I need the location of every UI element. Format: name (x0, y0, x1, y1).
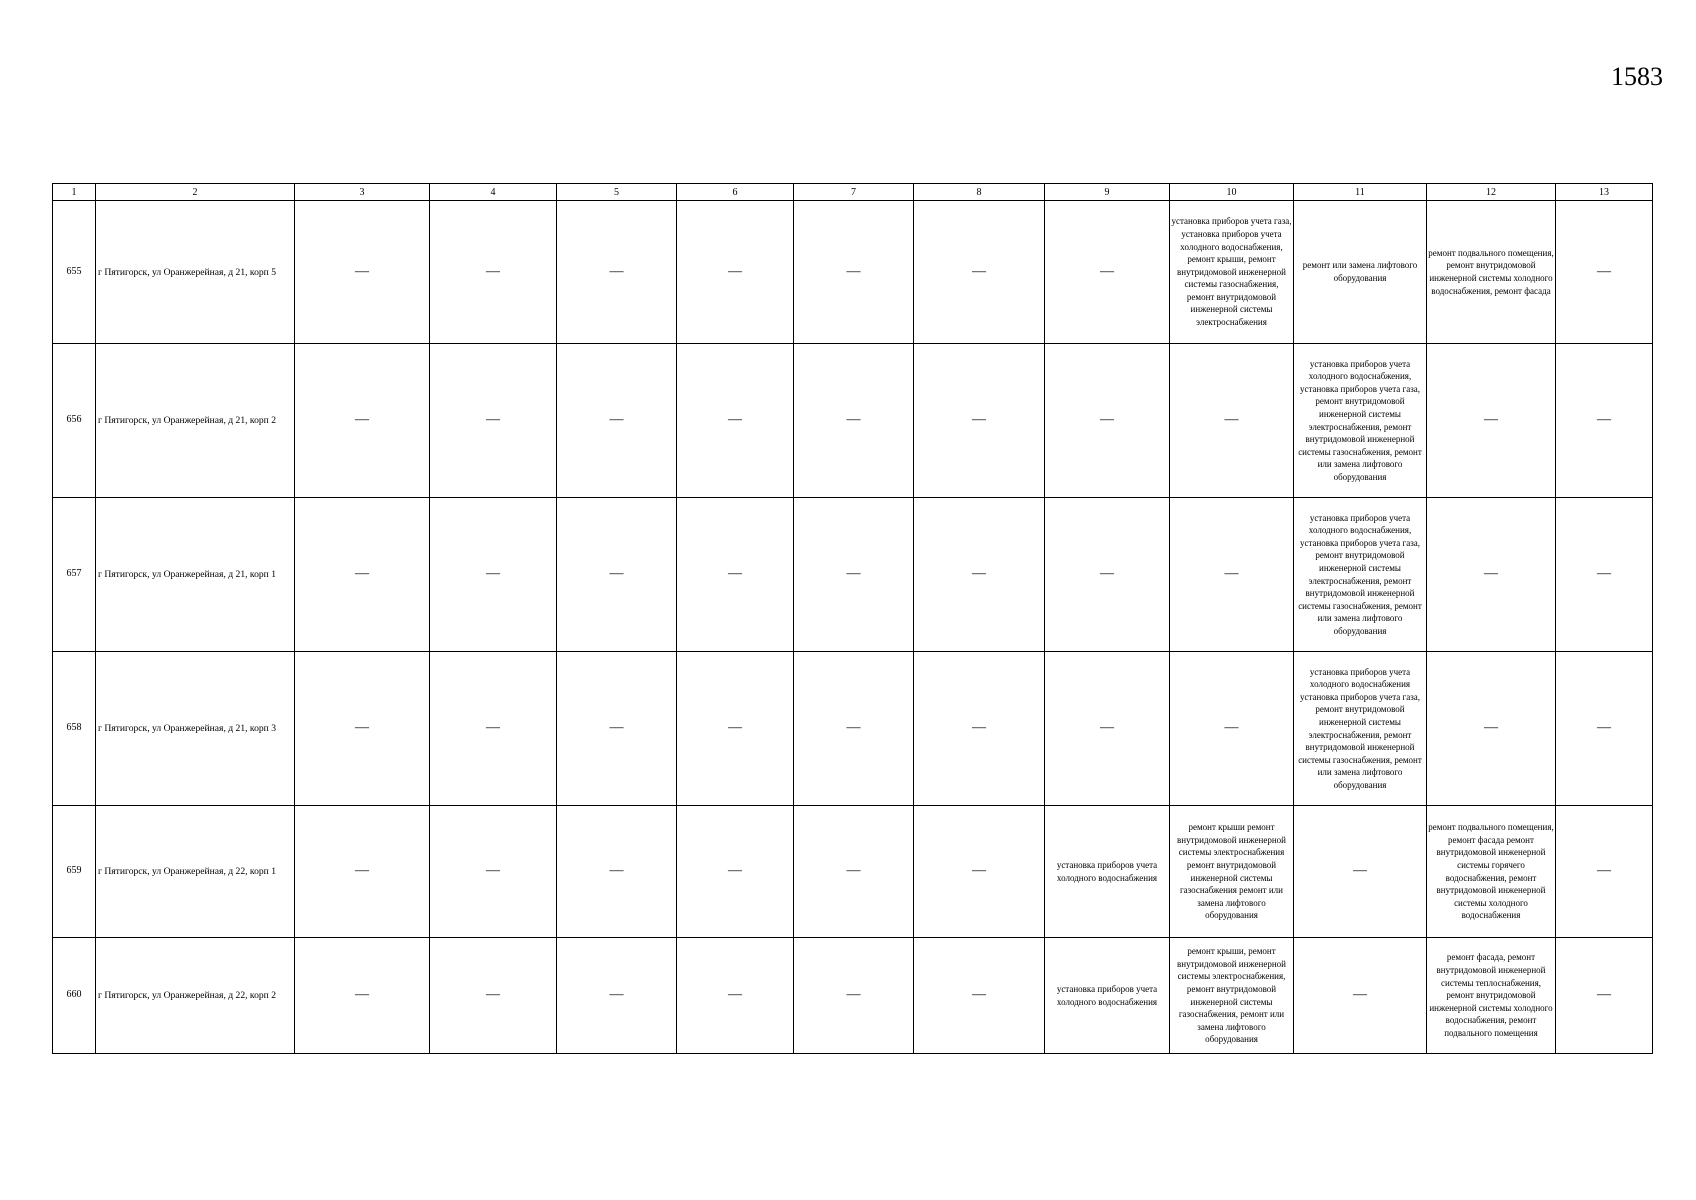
table-cell: — (557, 806, 677, 938)
table-cell: — (677, 652, 794, 806)
table-cell: — (430, 498, 557, 652)
table-cell: — (1045, 201, 1170, 344)
header-cell: 6 (677, 184, 794, 201)
table-cell: — (557, 344, 677, 498)
table-cell: — (557, 201, 677, 344)
table-cell: установка приборов учета холодного водоснабжения установка приборов учета газа, ремонт внутридомовой инженерной системы электроснабжения, ремонт внутридомовой инженерной системы газоснабжения, ремонт или замена лифтового оборудования (1294, 652, 1427, 806)
table-cell: — (1294, 938, 1427, 1054)
table-cell: — (1427, 498, 1556, 652)
table-cell: — (1294, 806, 1427, 938)
address-cell: г Пятигорск, ул Оранжерейная, д 21, корп 2 (96, 344, 295, 498)
table-cell: установка приборов учета холодного водоснабжения (1045, 806, 1170, 938)
address-cell: г Пятигорск, ул Оранжерейная, д 22, корп 2 (96, 938, 295, 1054)
address-cell: г Пятигорск, ул Оранжерейная, д 22, корп 1 (96, 806, 295, 938)
table-cell: — (914, 344, 1045, 498)
table-cell: — (1045, 344, 1170, 498)
header-cell: 5 (557, 184, 677, 201)
table-row (53, 806, 1653, 938)
header-cell: 8 (914, 184, 1045, 201)
header-cell: 12 (1427, 184, 1556, 201)
table-cell: — (794, 938, 914, 1054)
table-cell: — (914, 938, 1045, 1054)
address-cell: г Пятигорск, ул Оранжерейная, д 21, корп 5 (96, 201, 295, 344)
table-cell: установка приборов учета холодного водоснабжения, установка приборов учета газа, ремонт внутридомовой инженерной системы электроснабжения, ремонт внутридомовой инженерной системы газоснабжения, ремонт или замена лифтового оборудования (1294, 498, 1427, 652)
table-cell: — (677, 938, 794, 1054)
row-number: 660 (53, 938, 96, 1054)
table-cell: — (295, 806, 430, 938)
table-cell: — (1556, 344, 1653, 498)
table-cell: — (677, 498, 794, 652)
table-cell: — (557, 652, 677, 806)
table-cell: — (1170, 344, 1294, 498)
table-cell: — (430, 201, 557, 344)
table-cell: — (557, 938, 677, 1054)
address-cell: г Пятигорск, ул Оранжерейная, д 21, корп 1 (96, 498, 295, 652)
table-row (53, 344, 1653, 498)
table-cell: ремонт или замена лифтового оборудования (1294, 201, 1427, 344)
table-cell: — (794, 652, 914, 806)
table-cell: — (1556, 498, 1653, 652)
table-cell: — (914, 652, 1045, 806)
table-cell: — (1556, 806, 1653, 938)
table-cell: — (1556, 201, 1653, 344)
table-cell: — (430, 938, 557, 1054)
header-cell: 7 (794, 184, 914, 201)
table-row (53, 498, 1653, 652)
table-cell: — (1556, 938, 1653, 1054)
table-cell: — (295, 938, 430, 1054)
address-cell: г Пятигорск, ул Оранжерейная, д 21, корп 3 (96, 652, 295, 806)
table-cell: — (1556, 652, 1653, 806)
table-cell: установка приборов учета холодного водоснабжения (1045, 938, 1170, 1054)
header-row (53, 184, 1653, 201)
header-cell: 9 (1045, 184, 1170, 201)
table-cell: — (295, 201, 430, 344)
table-cell: — (557, 498, 677, 652)
table-cell: — (1170, 498, 1294, 652)
table-cell: установка приборов учета холодного водоснабжения, установка приборов учета газа, ремонт внутридомовой инженерной системы электроснабжения, ремонт внутридомовой инженерной системы газоснабжения, ремонт или замена лифтового оборудования (1294, 344, 1427, 498)
table-cell: — (677, 806, 794, 938)
table-cell: — (295, 498, 430, 652)
table-cell: — (914, 498, 1045, 652)
table-cell: установка приборов учета газа, установка приборов учета холодного водоснабжения, ремонт крыши, ремонт внутридомовой инженерной системы газоснабжения, ремонт внутридомовой инженерной системы электроснабжения (1170, 201, 1294, 344)
table-cell: — (1427, 344, 1556, 498)
table-row (53, 938, 1653, 1054)
table-cell: — (430, 806, 557, 938)
table-cell: — (1045, 498, 1170, 652)
table-row (53, 652, 1653, 806)
header-cell: 11 (1294, 184, 1427, 201)
table-cell: — (295, 652, 430, 806)
table-cell: — (1045, 652, 1170, 806)
table-cell: — (914, 806, 1045, 938)
table-cell: ремонт фасада, ремонт внутридомовой инженерной системы теплоснабжения, ремонт внутридомовой инженерной системы холодного водоснабжения, ремонт подвального помещения (1427, 938, 1556, 1054)
table-cell: — (794, 498, 914, 652)
table-cell: ремонт крыши, ремонт внутридомовой инженерной системы электроснабжения, ремонт внутридомовой инженерной системы газоснабжения, ремонт или замена лифтового оборудования (1170, 938, 1294, 1054)
table-cell: — (1427, 652, 1556, 806)
table-cell: — (794, 806, 914, 938)
table-cell: — (677, 201, 794, 344)
table-cell: ремонт подвального помещения, ремонт фасада ремонт внутридомовой инженерной системы горячего водоснабжения, ремонт внутридомовой инженерной системы холодного водоснабжения (1427, 806, 1556, 938)
table-cell: — (794, 344, 914, 498)
table-cell: — (430, 344, 557, 498)
table-cell: — (295, 344, 430, 498)
header-cell: 13 (1556, 184, 1653, 201)
table-cell: — (430, 652, 557, 806)
header-cell: 1 (53, 184, 96, 201)
table-cell: ремонт подвального помещения, ремонт внутридомовой инженерной системы холодного водоснабжения, ремонт фасада (1427, 201, 1556, 344)
table-row (53, 201, 1653, 344)
header-cell: 2 (96, 184, 295, 201)
header-cell: 4 (430, 184, 557, 201)
works-table (52, 183, 1653, 1054)
table-cell: — (914, 201, 1045, 344)
table-cell: — (1170, 652, 1294, 806)
row-number: 658 (53, 652, 96, 806)
row-number: 657 (53, 498, 96, 652)
table-cell: ремонт крыши ремонт внутридомовой инженерной системы электроснабжения ремонт внутридомовой инженерной системы газоснабжения ремонт или замена лифтового оборудования (1170, 806, 1294, 938)
row-number: 656 (53, 344, 96, 498)
page-number: 1583 (1611, 62, 1663, 91)
header-cell: 10 (1170, 184, 1294, 201)
table-cell: — (794, 201, 914, 344)
header-cell: 3 (295, 184, 430, 201)
row-number: 659 (53, 806, 96, 938)
row-number: 655 (53, 201, 96, 344)
table-cell: — (677, 344, 794, 498)
